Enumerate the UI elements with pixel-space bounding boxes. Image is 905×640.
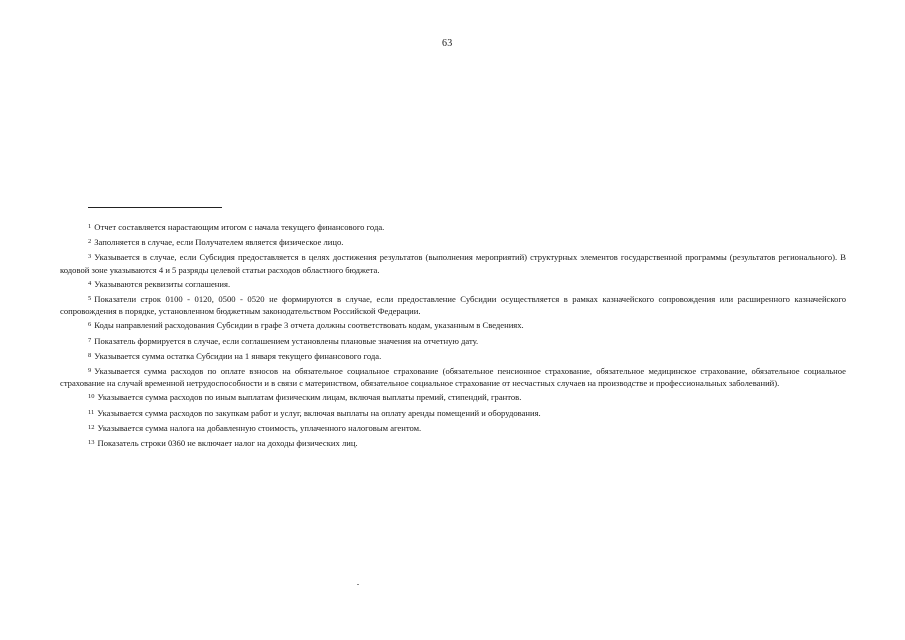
footnote-11	[60, 408, 846, 420]
footnote-text: Заполняется в случае, если Получателем является физическое лицо.	[94, 237, 344, 248]
footnote-text: Показатель формируется в случае, если соглашением установлены плановые значения на отчетную дату.	[94, 335, 479, 346]
footnote-2	[60, 237, 846, 249]
footnote-5	[60, 294, 846, 317]
footnote-marker: 4	[88, 279, 92, 287]
footnote-text: Указывается в случае, если Субсидия предоставляется в целях достижения результатов (выполнения мероприятий) структурных элементов государственной программы (результатов регионального). В кодовой зоне указываются 4 и 5 разряды целевой статьи расходов областного бюджета.	[60, 252, 846, 275]
footnote-10	[60, 392, 846, 404]
footnote-3	[60, 252, 846, 275]
footnote-marker: 8	[88, 351, 92, 359]
footnote-8	[60, 351, 846, 363]
footnote-text: Показатели строк 0100 - 0120, 0500 - 0520 не формируются в случае, если предоставление Субсидии осуществляется в рамках казначейского сопровождения или расширенного казначейского сопровождения в порядке, установленном бюджетным законодательством Российской Федерации.	[60, 294, 846, 317]
footnote-text: Указывается сумма налога на добавленную стоимость, уплаченного налоговым агентом.	[97, 422, 422, 433]
footnote-marker: 9	[88, 367, 92, 375]
footnote-6	[60, 320, 846, 332]
footnote-marker: 13	[88, 439, 95, 447]
footnote-12	[60, 423, 846, 435]
footnote-marker: 5	[88, 295, 92, 303]
footnote-7	[60, 336, 846, 348]
footnote-4	[60, 279, 846, 291]
page-number: 63	[442, 38, 453, 49]
footnote-9	[60, 366, 846, 389]
footnote-13	[60, 438, 846, 450]
footnote-separator	[88, 207, 222, 208]
footnote-marker: 12	[88, 423, 95, 431]
footnote-text: Коды направлений расходования Субсидии в графе 3 отчета должны соответствовать кодам, указанным в Сведениях.	[94, 320, 524, 331]
footnotes-section	[60, 222, 846, 453]
footnote-text: Указывается сумма расходов по иным выплатам физическим лицам, включая выплаты премий, стипендий, грантов.	[97, 392, 522, 403]
footnote-1	[60, 222, 846, 234]
footnote-text: Указывается сумма расходов по оплате взносов на обязательное социальное страхование (обязательное пенсионное страхование, обязательное медицинское страхование, обязательное социальное страхование на случай временной нетрудоспособности и в связи с материнством, обязательное социальное страхование от несчастных случаев на производстве и профессиональных заболеваний).	[60, 366, 846, 389]
footnote-text: Указывается сумма расходов по закупкам работ и услуг, включая выплаты на оплату аренды помещений и оборудования.	[97, 407, 541, 418]
scan-speck	[357, 584, 359, 585]
footnote-marker: 7	[88, 336, 92, 344]
footnote-text: Показатель строки 0360 не включает налог на доходы физических лиц.	[97, 438, 358, 449]
footnote-marker: 3	[88, 253, 92, 261]
footnote-marker: 11	[88, 408, 95, 416]
footnote-marker: 10	[88, 393, 95, 401]
footnote-marker: 6	[88, 321, 92, 329]
footnote-text: Указывается сумма остатка Субсидии на 1 января текущего финансового года.	[94, 350, 382, 361]
footnote-text: Указываются реквизиты соглашения.	[94, 278, 231, 289]
footnote-marker: 2	[88, 238, 92, 246]
footnote-marker: 1	[88, 223, 92, 230]
footnote-text: Отчет составляется нарастающим итогом с начала текущего финансового года.	[94, 222, 385, 232]
